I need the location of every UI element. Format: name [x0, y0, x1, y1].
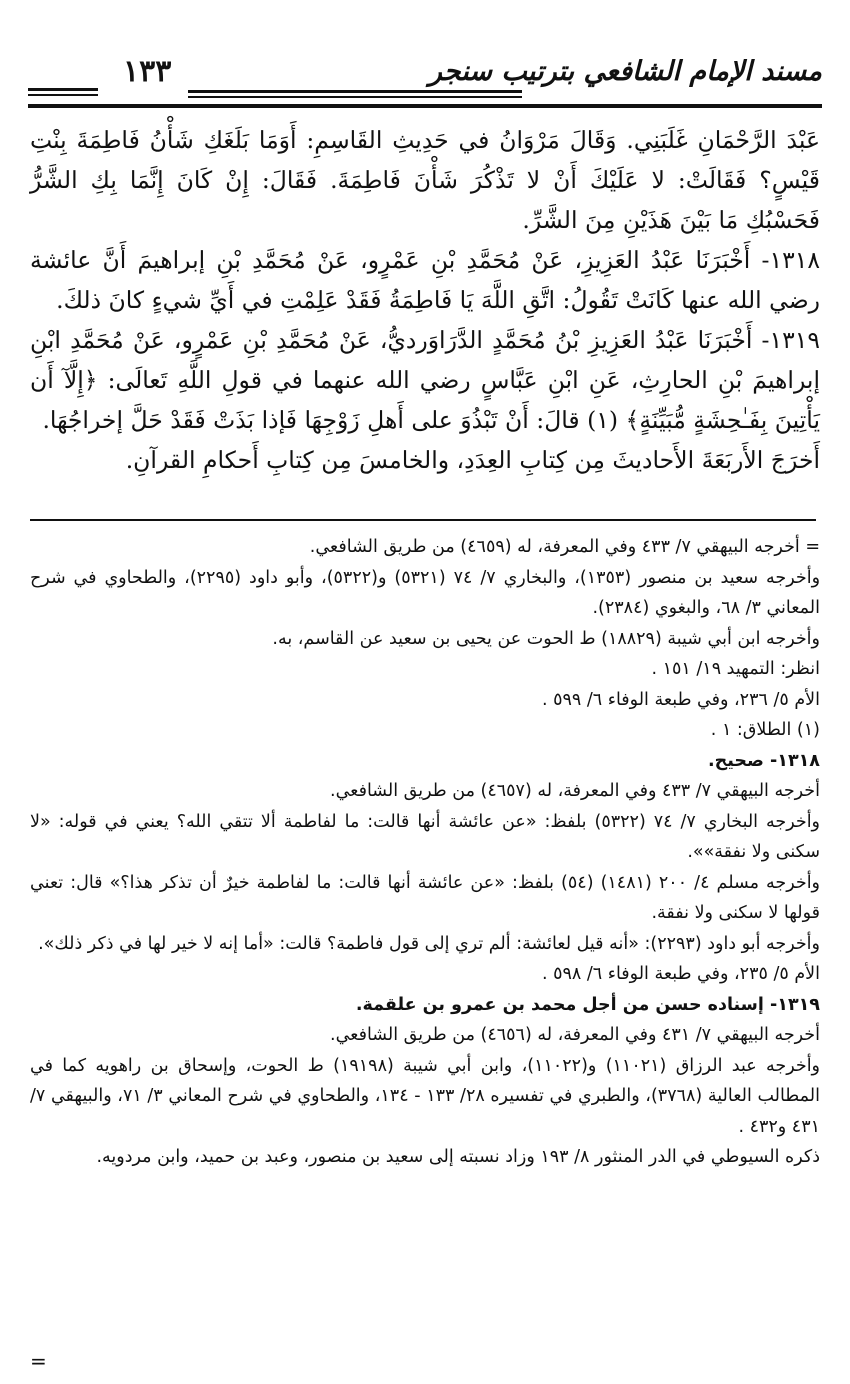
footnote-line: ذكره السيوطي في الدر المنثور ٨/ ١٩٣ وزاد نسبته إلى سعيد بن منصور، وعبد بن حميد، وابن مردويه. [96, 1147, 820, 1167]
footnotes [30, 532, 820, 1173]
hadith-1318: ١٣١٨- أَخْبَرَنَا عَبْدُ العَزِيزِ، عَنْ مُحَمَّدِ بْنِ عَمْرٍو، عَنْ مُحَمَّدِ بْنِ إبراهيمَ أَنَّ عائشة رضي الله عنها كَانَتْ تَقُولُ: اتَّقِ اللَّهَ يَا فَاطِمَةُ فَقَدْ عَلِمْتِ في أَيِّ شيءٍ كانَ ذلكَ. [30, 246, 820, 314]
running-title: مسند الإمام الشافعي بترتيب سنجر [428, 56, 822, 87]
footnote-line: وأخرجه مسلم ٤/ ٢٠٠ (١٤٨١) (٥٤) بلفظ: «عن عائشة أنها قالت: ما لفاطمة خيرٌ أن تذكر هذا؟» قال: تعني قولها لا سكنى ولا نفقة. [30, 872, 821, 923]
footnote-line: (١) الطلاق: ١ . [710, 720, 820, 740]
page-number: ١٣٣ [123, 54, 172, 89]
footnote-line: الأم ٥/ ٢٣٦، وفي طبعة الوفاء ٦/ ٥٩٩ . [541, 689, 820, 710]
footnote-separator [30, 519, 816, 521]
footnote-line: أخرجه البيهقي ٧/ ٤٣٣ وفي المعرفة، له (٤٦٥٧) من طريق الشافعي. [330, 781, 820, 801]
footnote-heading: ١٣١٨- صحيح. [707, 750, 820, 771]
main-text [30, 120, 820, 480]
header-rule [188, 96, 522, 98]
footnote-line: = أخرجه البيهقي ٧/ ٤٣٣ وفي المعرفة، له (٤٦٥٩) من طريق الشافعي. [309, 537, 820, 557]
footnote-line: وأخرجه سعيد بن منصور (١٣٥٣)، والبخاري ٧/ ٧٤ (٥٣٢١) و(٥٣٢٢)، وأبو داود (٢٢٩٥)، والطحاوي في شرح المعاني ٣/ ٦٨، والبغوي (٢٣٨٤). [30, 567, 821, 618]
footnote-line: أخرجه البيهقي ٧/ ٤٣١ وفي المعرفة، له (٤٦٥٦) من طريق الشافعي. [330, 1025, 820, 1045]
footnote-line: انظر: التمهيد ١٩/ ١٥١ . [651, 659, 820, 679]
hadith-1319: ١٣١٩- أَخْبَرَنَا عَبْدُ العَزِيزِ بْنُ مُحَمَّدٍ الدَّرَاوَرديُّ، عَنْ مُحَمَّدِ بْنِ عَمْرٍو، عَنْ مُحَمَّدِ ابْنِ إبراهيمَ بْنِ الحارِثِ، عَنِ ابْنِ عَبَّاسٍ رضي الله عنهما في قولِ اللَّهِ تَعالَى: ﴿إِلَّآ أَن يَأْتِينَ بِفَـٰحِشَةٍ مُّبَيِّنَةٍ﴾ (١) قالَ: أَنْ تَبْذُوَ على أَهلِ زَوْجِهَا فَإذا بَذَتْ فَقَدْ حَلَّ إخراجُهَا. [30, 326, 820, 434]
footnote-line: وأخرجه ابن أبي شيبة (١٨٨٢٩) ط الحوت عن يحيى بن سعيد عن القاسم، به. [272, 628, 820, 649]
text-paragraph: أَخرَجَ الأَربَعَةَ الأَحاديثَ مِن كِتابِ العِدَدِ، والخامسَ مِن كِتابِ أَحكامِ القرآنِ. [125, 446, 820, 474]
footnote-line: الأم ٥/ ٢٣٥، وفي طبعة الوفاء ٦/ ٥٩٨ . [541, 964, 820, 984]
header-underline [28, 104, 822, 108]
header-rule [28, 88, 98, 91]
footnote-line: وأخرجه عبد الرزاق (١١٠٢١) و(١١٠٢٢)، وابن أبي شيبة (١٩١٩٨) ط الحوت، وإسحاق بن راهويه كما في المطالب العالية (٣٧٦٨)، والطبري في تفسيره ٢٨/ ١٣٣ - ١٣٤، والطحاوي في شرح المعاني ٣/ ٧١، والبيهقي ٧/ ٤٣١ و٤٣٢ . [30, 1055, 821, 1137]
continuation-mark: = [30, 1349, 47, 1373]
footnote-line: وأخرجه البخاري ٧/ ٧٤ (٥٣٢٢) بلفظ: «عن عائشة أنها قالت: ما لفاطمة ألا تتقي الله؟ يعني في قوله: «لا سكنى ولا نفقة»». [30, 811, 821, 862]
header-rule [188, 90, 522, 93]
text-paragraph: عَبْدَ الرَّحْمَانِ غَلَبَنِي. وَقَالَ مَرْوَانُ في حَدِيثِ القَاسِمِ: أَوَمَا بَلَغَكِ شَأْنُ فَاطِمَةَ بِنْتِ قَيْسٍ؟ فَقَالَتْ: لا عَلَيْكَ أَنْ لا تَذْكُرَ شَأْنَ فَاطِمَةَ. فَقَالَ: إِنْ كَانَ إِنَّمَا بِكِ الشَّرُّ فَحَسْبُكِ مَا بَيْنَ هَذَيْنِ مِنَ الشَّرِّ. [30, 126, 820, 234]
page-header [28, 48, 822, 108]
footnote-line: وأخرجه أبو داود (٢٢٩٣): «أنه قيل لعائشة: ألم تري إلى قول فاطمة؟ قالت: «أما إنه لا خير لها في ذكر ذلك». [38, 933, 820, 954]
header-rule [28, 94, 98, 96]
footnote-heading: ١٣١٩- إسناده حسن من أجل محمد بن عمرو بن علقمة. [355, 994, 820, 1015]
